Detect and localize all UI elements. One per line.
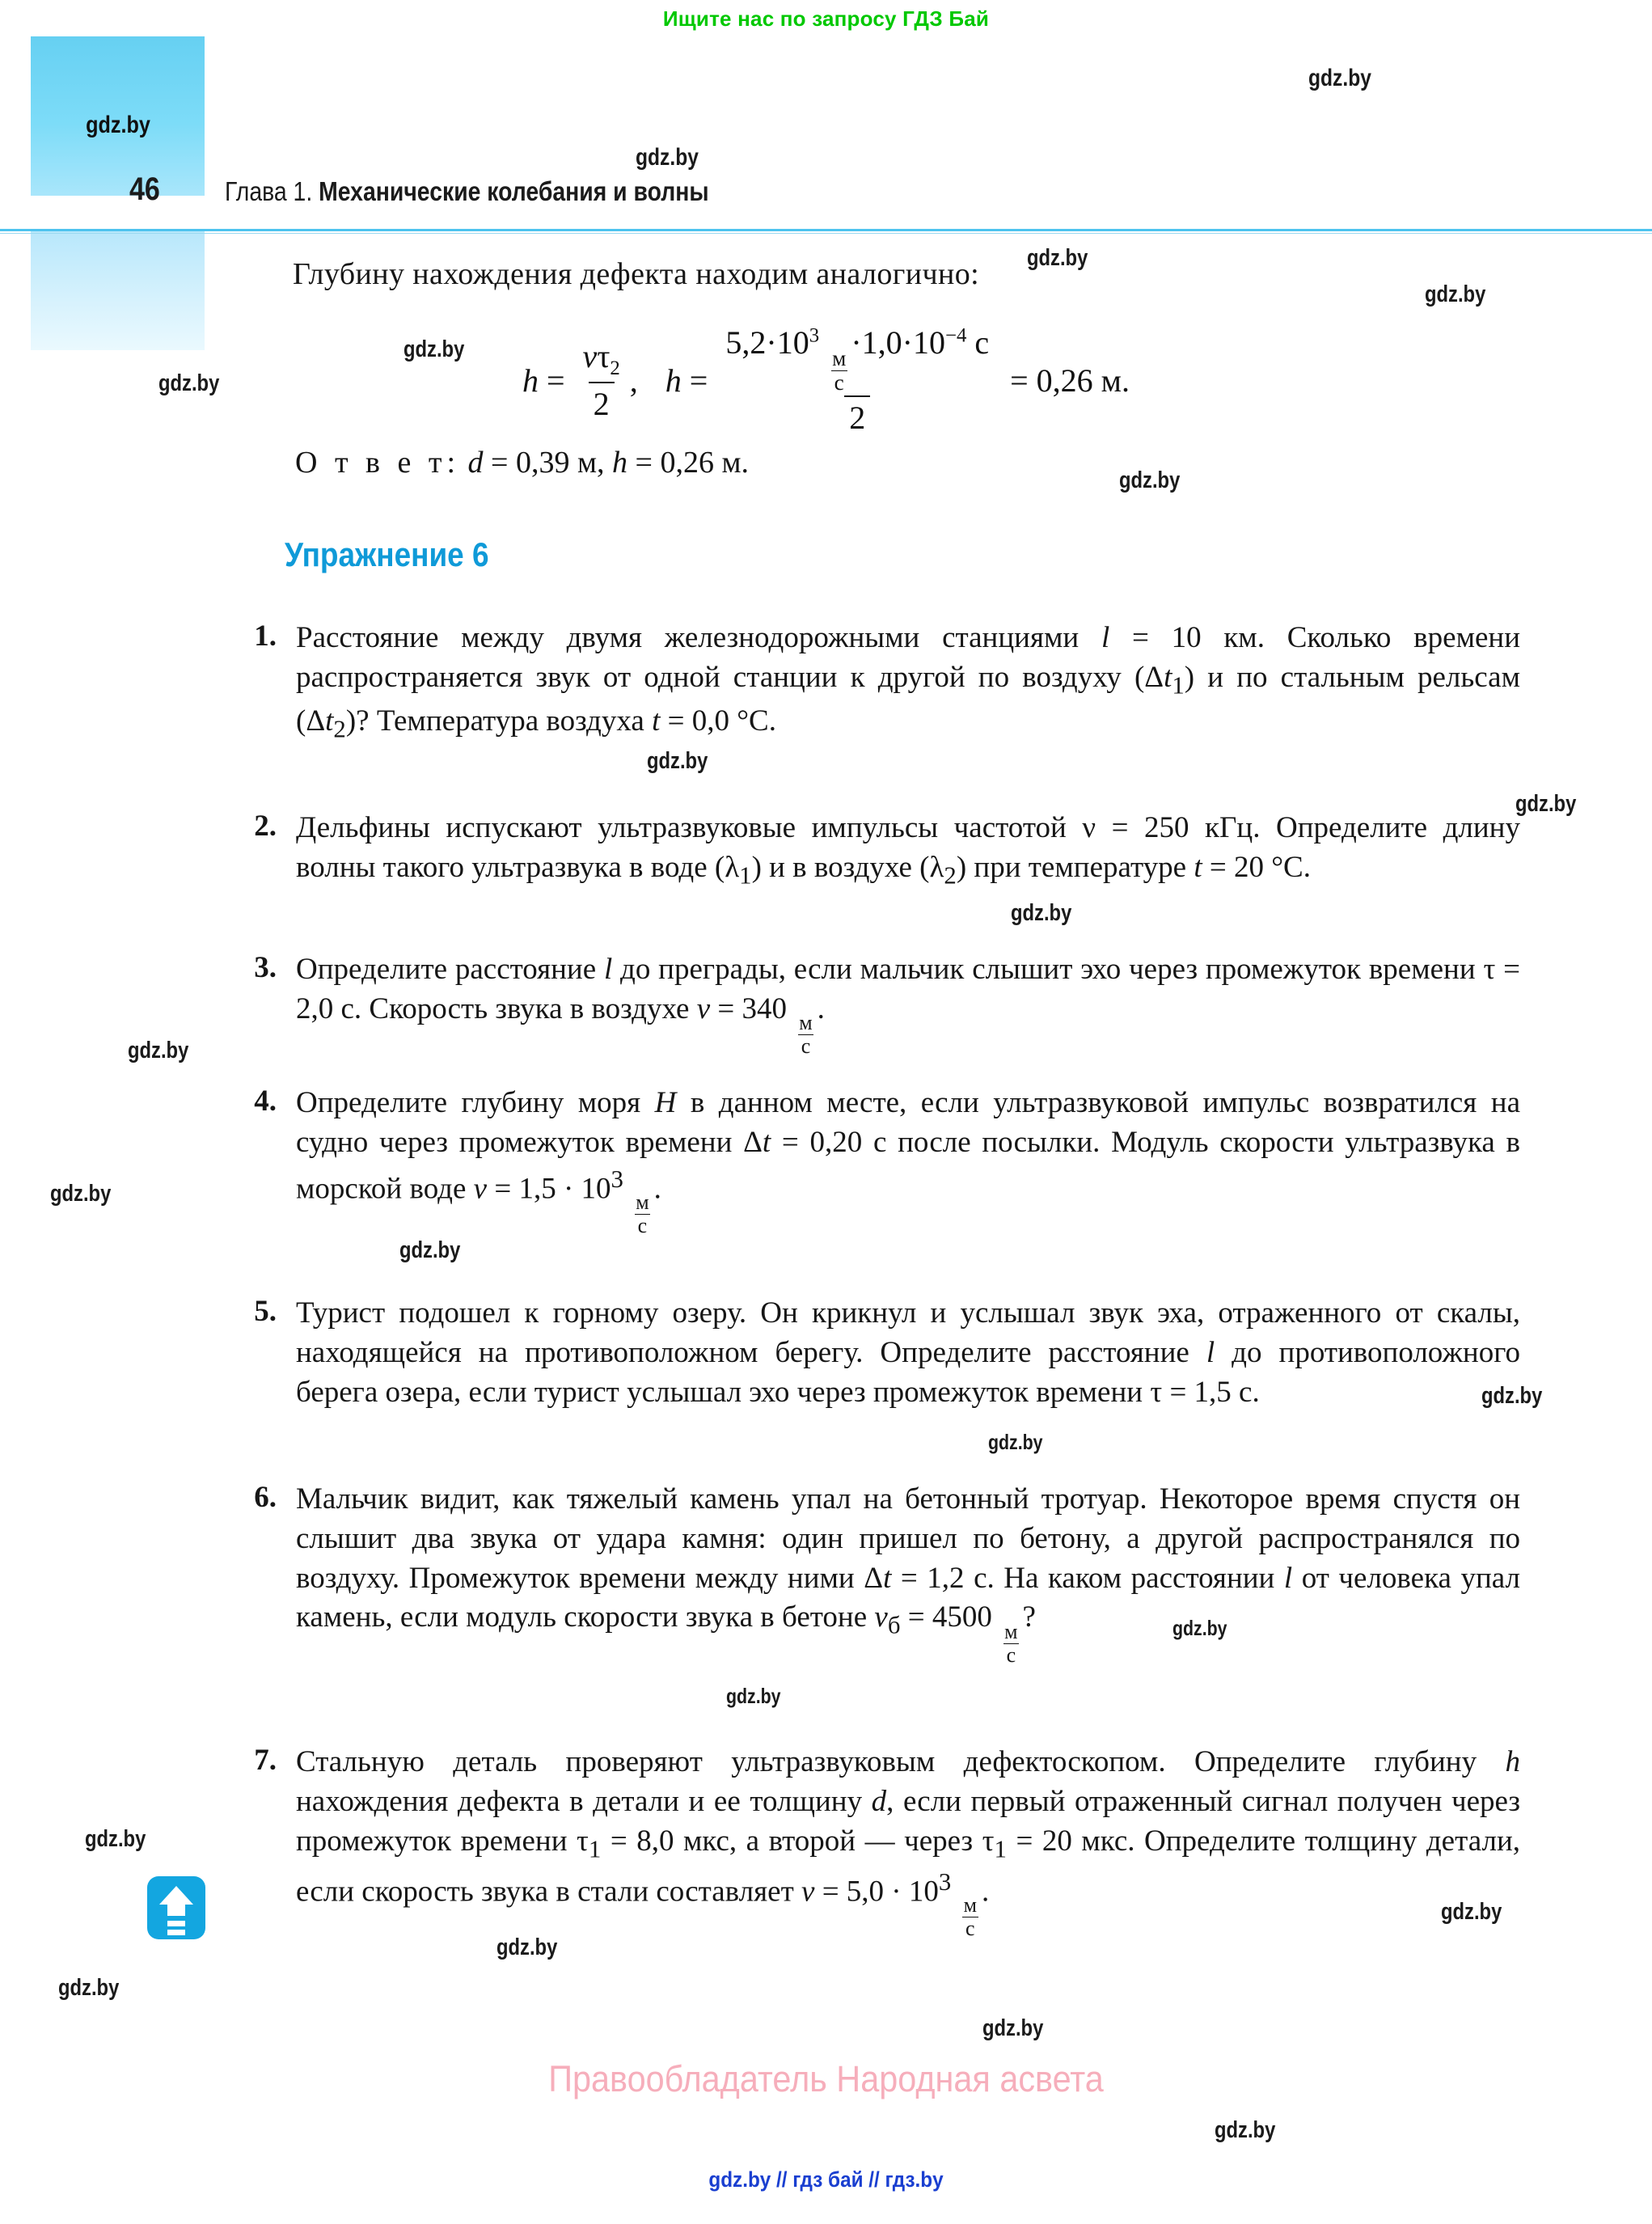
watermark-gdz: gdz.by — [1425, 281, 1486, 307]
formula-fraction-2 — [720, 323, 994, 437]
problem-number: 5. — [254, 1295, 277, 1328]
formula-num-a: 5,2 — [725, 324, 767, 361]
formula-exp-3: 3 — [809, 324, 820, 347]
watermark-gdz: gdz.by — [496, 1934, 558, 1960]
watermark-gdz: gdz.by — [1215, 2117, 1276, 2143]
watermark-gdz: gdz.by — [1011, 900, 1072, 926]
watermark-gdz: gdz.by — [982, 2015, 1044, 2041]
problem-item — [226, 809, 1520, 892]
watermark-gdz: gdz.by — [399, 1237, 461, 1263]
chapter-title: Механические колебания и волны — [319, 176, 709, 206]
header-rule — [0, 229, 1652, 231]
exercise-heading: Упражнение 6 — [285, 535, 489, 573]
running-head — [225, 176, 709, 207]
watermark-gdz: gdz.by — [1027, 245, 1088, 271]
problem-text: Дельфины испускают ультразвуковые импульсы частотой ν = 250 кГц. Определите длину волны такого ультразвука в воде $(\lambda_1)$ и в воздухе $(\lambda_2)$ при температуре t = 20 °C. — [296, 811, 1520, 890]
formula-h-1: h — [522, 362, 539, 399]
formula-eq-2: = — [689, 362, 708, 399]
watermark-gdz: gdz.by — [1441, 1899, 1502, 1925]
side-tab-label: gdz.by — [85, 112, 150, 139]
problem-number: 1. — [254, 619, 277, 653]
watermark-gdz: gdz.by — [58, 1975, 120, 2001]
formula-dot-3: · — [902, 324, 913, 361]
header-rule-thin — [0, 233, 1652, 234]
problem-text: Стальную деталь проверяют ультразвуковым дефектоскопом. Определите глубину h нахождения дефекта в детали и ее толщину d, если первый отраженный сигнал получен через промежуток времени $\tau_1 = 8,0$ мкс, а второй — через $\tau_1 = 20$ мкс. Определите толщину детали, если скорость звука в стали составляет $v = 5,0 \cdot 10^3$ м с . — [296, 1745, 1520, 1941]
problem-number: 4. — [254, 1085, 277, 1118]
formula-unit-c: с — [974, 324, 990, 361]
answer-h-symbol: h — [612, 446, 628, 480]
chapter-prefix: Глава 1. — [225, 176, 313, 206]
formula-dot-2: · — [851, 324, 862, 361]
formula-den-2: 2 — [844, 395, 870, 437]
formula-ten-1: 10 — [776, 324, 809, 361]
answer-d-value: = 0,39 м, — [491, 446, 605, 480]
formula-eq-1: = — [546, 362, 565, 399]
formula-unit-m: м — [832, 345, 847, 370]
watermark-gdz: gdz.by — [403, 336, 465, 362]
formula-unit-s: с — [831, 370, 847, 394]
formula-h-2: h — [665, 362, 682, 399]
formula-v: v — [582, 338, 598, 375]
watermark-gdz: gdz.by — [158, 370, 220, 396]
formula-fraction-1 — [578, 337, 625, 423]
watermark-gdz: gdz.by — [1481, 1383, 1543, 1409]
problem-item — [226, 1084, 1520, 1237]
watermark-gdz: gdz.by — [50, 1181, 112, 1207]
problem-text: Определите расстояние l до преграды, если мальчик слышит эхо через промежуток времени τ = 2,0 с. Скорость звука в воздухе v = 340 м с . — [296, 953, 1520, 1058]
watermark-gdz: gdz.by — [85, 1826, 146, 1852]
problem-number: 3. — [254, 951, 277, 984]
problem-text: Мальчик видит, как тяжелый камень упал на бетонный тротуар. Некоторое время спустя он слышит два звука от удара камня: один пришел по бетону, а другой распространялся по воздуху. Промежуток времени между ними Δt = 1,2 с. На каком расстоянии l от человека упал камень, если модуль скорости звука в бетоне $v_б = 4500$ м с ? — [296, 1482, 1520, 1667]
problem-number: 6. — [254, 1481, 277, 1514]
answer-h-value: = 0,26 м. — [635, 446, 749, 480]
formula-tau: τ — [597, 338, 611, 375]
display-formula — [0, 323, 1652, 437]
watermark-gdz: gdz.by — [1119, 467, 1181, 493]
watermark-gdz: gdz.by — [988, 1430, 1043, 1454]
page-number: 46 — [129, 171, 160, 207]
watermark-gdz: gdz.by — [726, 1684, 781, 1708]
problem-item — [226, 1480, 1520, 1666]
formula-tau-sub: 2 — [610, 357, 620, 380]
watermark-gdz: gdz.by — [128, 1038, 189, 1063]
formula-result: = 0,26 м. — [1010, 362, 1130, 399]
formula-exp-minus4: −4 — [944, 324, 967, 347]
formula-ten-2: 10 — [912, 324, 945, 361]
formula-comma: , — [629, 362, 638, 399]
side-tab-top — [31, 36, 205, 196]
scroll-to-top-icon[interactable] — [147, 1876, 205, 1939]
answer-line — [295, 445, 749, 480]
formula-dot-1: · — [766, 324, 777, 361]
copyright-notice: Правообладатель Народная асвета — [548, 2058, 1104, 2099]
bottom-links: gdz.by // гдз бай // гдз.by — [708, 2167, 944, 2192]
watermark-gdz: gdz.by — [647, 748, 708, 774]
watermark-gdz: gdz.by — [1172, 1616, 1227, 1640]
problem-item — [226, 1743, 1520, 1939]
problem-item — [226, 950, 1520, 1057]
problem-item — [226, 619, 1520, 746]
problem-text: Расстояние между двумя железнодорожными станциями l = 10 км. Сколько времени распространяется звук от одной станции к другой по воздуху $(\Delta t_1)$ и по стальным рельсам $(\Delta t_2)$? Температура воздуха t = 0,0 °C. — [296, 621, 1521, 743]
watermark-gdz: gdz.by — [1308, 65, 1371, 91]
watermark-gdz: gdz.by — [1515, 791, 1577, 817]
site-promo-banner: Ищите нас по запросу ГДЗ Бай — [662, 6, 990, 31]
watermark-gdz: gdz.by — [636, 144, 699, 171]
answer-label: О т в е т: — [295, 446, 461, 480]
answer-d-symbol: d — [467, 446, 484, 480]
formula-den-1: 2 — [589, 382, 615, 423]
problem-number: 2. — [254, 810, 277, 843]
intro-paragraph: Глубину нахождения дефекта находим аналогично: — [293, 257, 980, 291]
problem-text: Турист подошел к горному озеру. Он крикнул и услышал звук эха, отраженного от скалы, находящейся на противоположном берегу. Определите расстояние l до противоположного берега озера, если турист услышал эхо через промежуток времени τ = 1,5 с. — [296, 1296, 1520, 1409]
problem-number: 7. — [254, 1744, 277, 1777]
formula-num-b: 1,0 — [861, 324, 902, 361]
problem-item — [226, 1294, 1520, 1412]
formula-unit-m-per-s — [829, 345, 849, 395]
problem-text: Определите глубину моря H в данном месте, если ультразвуковой импульс возвратился на судно через промежуток времени Δt = 0,20 с после посылки. Модуль скорости ультразвука в морской воде $v = 1,5 \cdot 10^3$ м с . — [296, 1086, 1521, 1238]
